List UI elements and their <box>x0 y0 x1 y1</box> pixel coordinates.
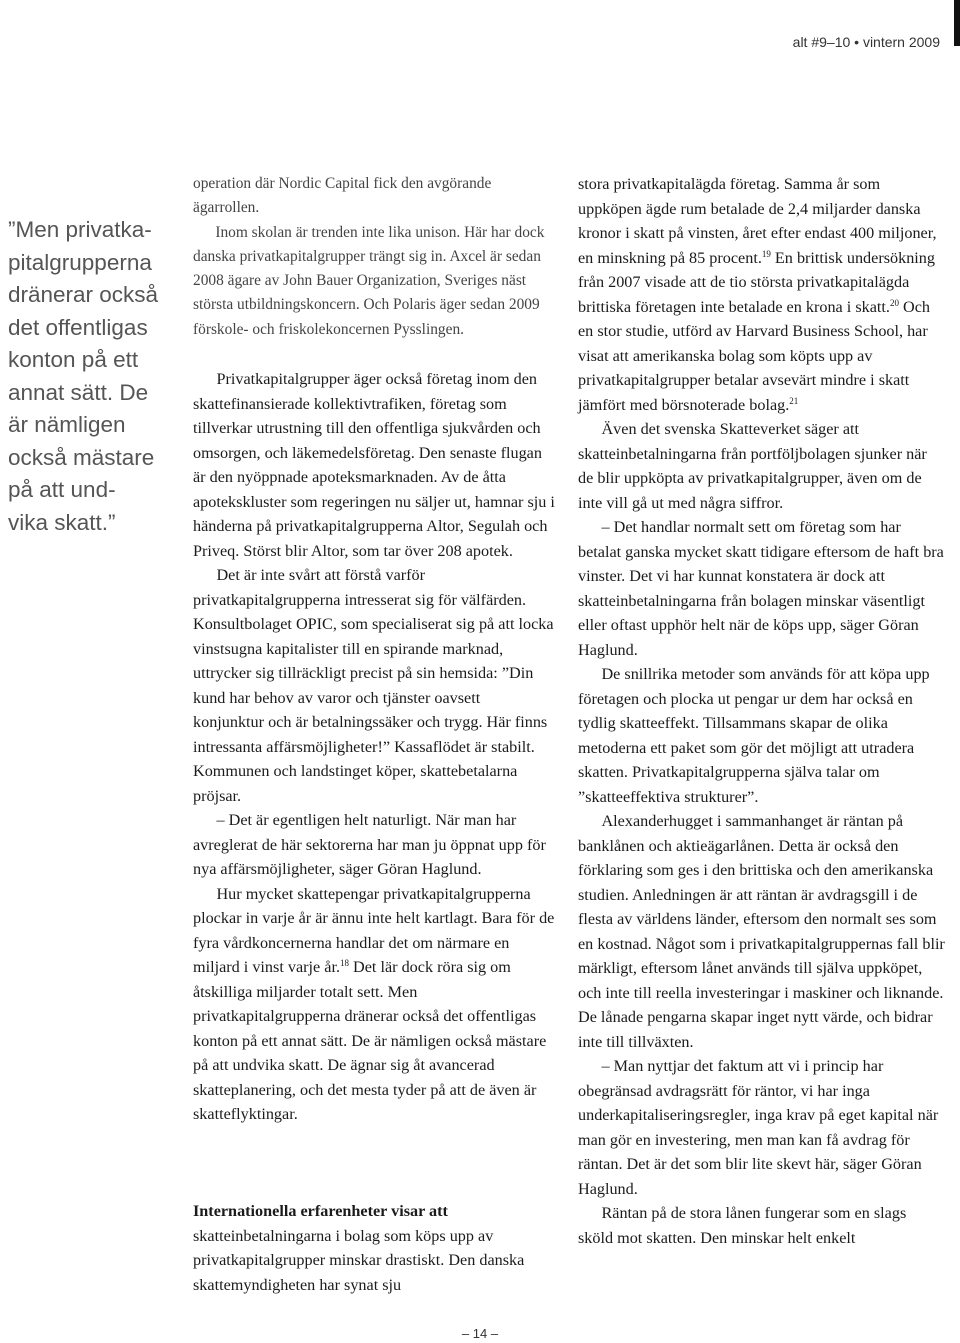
footnote-ref-18: 18 <box>340 958 349 968</box>
column-left <box>193 367 555 1127</box>
paragraph-quote-haglund: – Det är egentligen helt naturligt. När man har avreglerat de här sektorerna har man ju öppnat upp för nya affärsmöjligheter, säger Göran Haglund. <box>193 811 546 878</box>
column-right <box>578 172 945 1250</box>
footnote-ref-19: 19 <box>761 248 771 259</box>
sub-heading: Internationella erfarenheter visar att <box>193 1202 448 1220</box>
paragraph-quote-haglund-3: – Man nyttjar det faktum att vi i princip har obegränsad avdragsrätt för räntor, vi har inga underkapitaliseringsregler, inga krav på eget kapital när man gör en investering, men man kan få avdrag för räntan. Det är det som blir lite skevt här, säger Göran Haglund. <box>578 1057 939 1198</box>
pull-quote: ”Men privatka- pitalgrupperna dränerar också det offentligas konton på ett annat sätt. De är nämligen också mästare på att und- vika skatt.” <box>8 217 159 535</box>
running-head: alt #9–10 • vintern 2009 <box>792 34 940 50</box>
paragraph-tax-studies <box>578 172 945 417</box>
section-text: skatteinbetalningarna i bolag som köps upp av privatkapitalgrupper minskar drastiskt. Den danska skattemyndigheten har synat sju <box>193 1226 525 1294</box>
page-number: – 14 – <box>461 1326 499 1341</box>
paragraph-methods: De snillrika metoder som används för att köpa upp företagen och plocka ut pengar ur dem har också en tydlig skatteeffekt. Tillsammans skapar de olika metoderna ett paket som gör det möjligt att utradera skatten. Privatkapitalgrupperna själva talar om ”skatteeffektiva strukturer”. <box>578 665 930 806</box>
paragraph-tax-studies-b: En brittisk undersökning från 2007 visade att de tio största privatkapitalägda brittiska företagen inte betalade en krona i skatt. <box>578 248 935 316</box>
paragraph-money-a: Hur mycket skattepengar privatkapitalgrupperna plockar in varje år är ännu inte helt kartlagt. Bara för de fyra vårdkoncernerna handlar det om närmare en miljard i vinst varje år. <box>193 884 555 976</box>
paragraph-shield: Räntan på de stora lånen fungerar som en slags sköld mot skatten. Den minskar helt enkelt <box>578 1204 907 1247</box>
paragraph-money <box>193 882 555 1127</box>
paragraph-tax-studies-c: Och en stor studie, utförd av Harvard Business School, har visat att amerikanska bolag som köpts upp av privatkapitalgrupper betalar avsevärt mindre i skatt jämfört med börsnoterade bolag. <box>578 297 930 414</box>
footnote-ref-21: 21 <box>789 395 799 406</box>
section-paragraph <box>193 1199 555 1297</box>
paragraph-interest: Alexanderhugget i sammanhanget är räntan på banklånen och aktieägarlånen. Detta är också den förklaring som ges i den brittiska och den amerikanska studien. Anledningen är att räntan är avdragsgill i de flesta av världens länder, eftersom den normalt ses som en kostnad. Något som i privatkapitalgruppernas fall blir märkligt, eftersom lånet används till själva uppköpet, och inte till reella investeringar i maskiner och liknande. De lånade pengarna skapar inget nytt värde, och bidrar inte till tillväxten. <box>578 812 945 1051</box>
paragraph-opic: Det är inte svårt att förstå varför privatkapitalgrupperna intresserat sig för välfärden. Konsultbolaget OPIC, som specialiserat sig på att locka vinstsugna kapitalister till en spirande marknad, uttrycker sig tillräckligt precist på sin hemsida: ”Din kund har behov av varor och tjänster oavsett konjunktur och är betalningssäker och trygg. Här finns intressanta affärsmöjligheter!” Kassaflödet är stabilt. Kommunen och landstinget köper, skattebetalarna pröjsar. <box>193 566 554 805</box>
paragraph-school: Inom skolan är trenden inte lika unison. Här har dock danska privatkapitalgrupper trängt sig in. Axcel är sedan 2008 ägare av John Bauer Organization, Sveriges näst största utbildningskoncern. Och Polaris äger sedan 2009 förskole- och friskolekoncernen Pysslingen. <box>193 223 545 338</box>
paragraph-money-b: Det lär dock röra sig om åtskilliga miljarder totalt sett. Men privatkapitalgrupperna dränerar också det offentligas konton på ett annat sätt. De är nämligen också mästare på att undvika skatt. De ägnar sig åt avancerad skatteplanering, och det mesta tyder på att de även är skatteflyktingar. <box>193 958 547 1123</box>
page-edge-marker <box>954 0 960 46</box>
paragraph-quote-haglund-2: – Det handlar normalt sett om företag som har betalat ganska mycket skatt tidigare eftersom de haft bra vinster. Det vi har kunnat konstatera är dock att skatteinbetalningarna från bolagen minskar väsentligt eller oftast upphör helt när de köps upp, säger Göran Haglund. <box>578 518 944 659</box>
column-left-section <box>193 1199 555 1297</box>
paragraph-skatteverket: Även det svenska Skatteverket säger att skatteinbetalningarna från portföljbolagen sjunker när de blir uppköpta av privatkapitalgrupper, även om de inte vill gå ut med några siffror. <box>578 420 927 512</box>
footnote-ref-20: 20 <box>889 297 899 308</box>
column-left-intro <box>193 172 555 342</box>
paragraph-pharmacy: Privatkapitalgrupper äger också företag inom den skattefinansierade kollektivtrafiken, företag som tillverkar utrustning till den offentliga sjukvården och omsorgen, och läkemedelsföretag. Den senaste flugan är den nyöppnade apoteksmarknaden. Av de åtta apotekskluster som regeringen nu säljer ut, hamnar sju i händerna på privatkapitalgrupperna Altor, Segulah och Priveq. Störst blir Altor, som tar över 208 apotek. <box>193 370 555 560</box>
lead-paragraph: operation där Nordic Capital fick den avgörande ägarrollen. <box>193 175 492 217</box>
paragraph-tax-studies-a: stora privatkapitalägda företag. Samma år som uppköpen ägde rum betalade de 2,4 miljarder danska kronor i skatt på vinsten, året efter endast 400 miljoner, en minskning på 85 procent. <box>578 175 937 267</box>
